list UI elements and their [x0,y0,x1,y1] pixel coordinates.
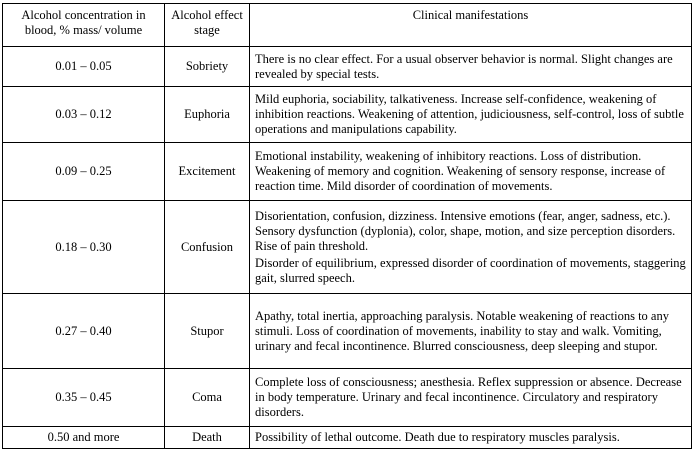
table-row [3,47,692,87]
stage-cell: Death [165,427,250,449]
manifestations-cell [250,294,692,369]
manifestation-text: Disorientation, confusion, dizziness. Intensive emotions (fear, anger, sadness, etc.). Sensory dysfunction (dyplonia), color, shape, motion, and size perception disorders. Rise of pain threshold. [255,208,676,253]
stage-cell: Coma [165,369,250,427]
table-row [3,369,692,427]
manifestation-text: Possibility of lethal outcome. Death due to respiratory muscles paralysis. [255,430,620,444]
concentration-cell: 0.50 and more [3,427,165,449]
table-row [3,201,692,294]
concentration-cell: 0.03 – 0.12 [3,87,165,143]
header-row [3,4,692,47]
table-row [3,87,692,143]
manifestation-text: There is no clear effect. For a usual observer behavior is normal. Slight changes are revealed by special tests. [255,51,673,81]
manifestation-text: Complete loss of consciousness; anesthesia. Reflex suppression or absence. Decrease in body temperature. Urinary and fecal incontinence. Circulatory and respiratory disorders. [255,375,682,419]
stage-cell: Sobriety [165,47,250,87]
manifestation-text: Mild euphoria, sociability, talkativeness. Increase self-confidence, weakening of inhibition reactions. Weakening of attention, judiciousness, self-control, loss of subtle operations and manipulations capability. [255,92,684,136]
stage-cell: Confusion [165,201,250,294]
header-stage: Alcohol effect stage [165,4,250,47]
manifestations-cell [250,143,692,201]
manifestations-cell [250,201,692,294]
alcohol-effects-table [2,3,692,449]
stage-cell: Euphoria [165,87,250,143]
table-row [3,143,692,201]
concentration-cell: 0.01 – 0.05 [3,47,165,87]
manifestation-text: Apathy, total inertia, approaching paralysis. Notable weakening of reactions to any stimuli. Loss of coordination of movements, inability to stay and walk. Vomiting, urinary and fecal incontinence. Blurred consciousness, deep sleeping and stupor. [255,308,669,353]
table-row [3,294,692,369]
concentration-cell: 0.27 – 0.40 [3,294,165,369]
concentration-cell: 0.09 – 0.25 [3,143,165,201]
manifestations-cell [250,369,692,427]
manifestations-cell [250,87,692,143]
manifestation-text: Emotional instability, weakening of inhibitory reactions. Loss of distribution. Weakening of memory and cognition. Weakening of sensory response, increase of reaction time. Mild disorder of coordination of movements. [255,149,666,193]
manifestations-cell [250,427,692,449]
header-concentration: Alcohol concentration in blood, % mass/ volume [3,4,165,47]
table-row [3,427,692,449]
header-manifestations: Clinical manifestations [250,4,692,47]
stage-cell: Stupor [165,294,250,369]
concentration-cell: 0.35 – 0.45 [3,369,165,427]
concentration-cell: 0.18 – 0.30 [3,201,165,294]
manifestation-text: Disorder of equilibrium, expressed disorder of coordination of movements, staggering gait, slurred speech. [255,255,686,285]
stage-cell: Excitement [165,143,250,201]
manifestations-cell [250,47,692,87]
